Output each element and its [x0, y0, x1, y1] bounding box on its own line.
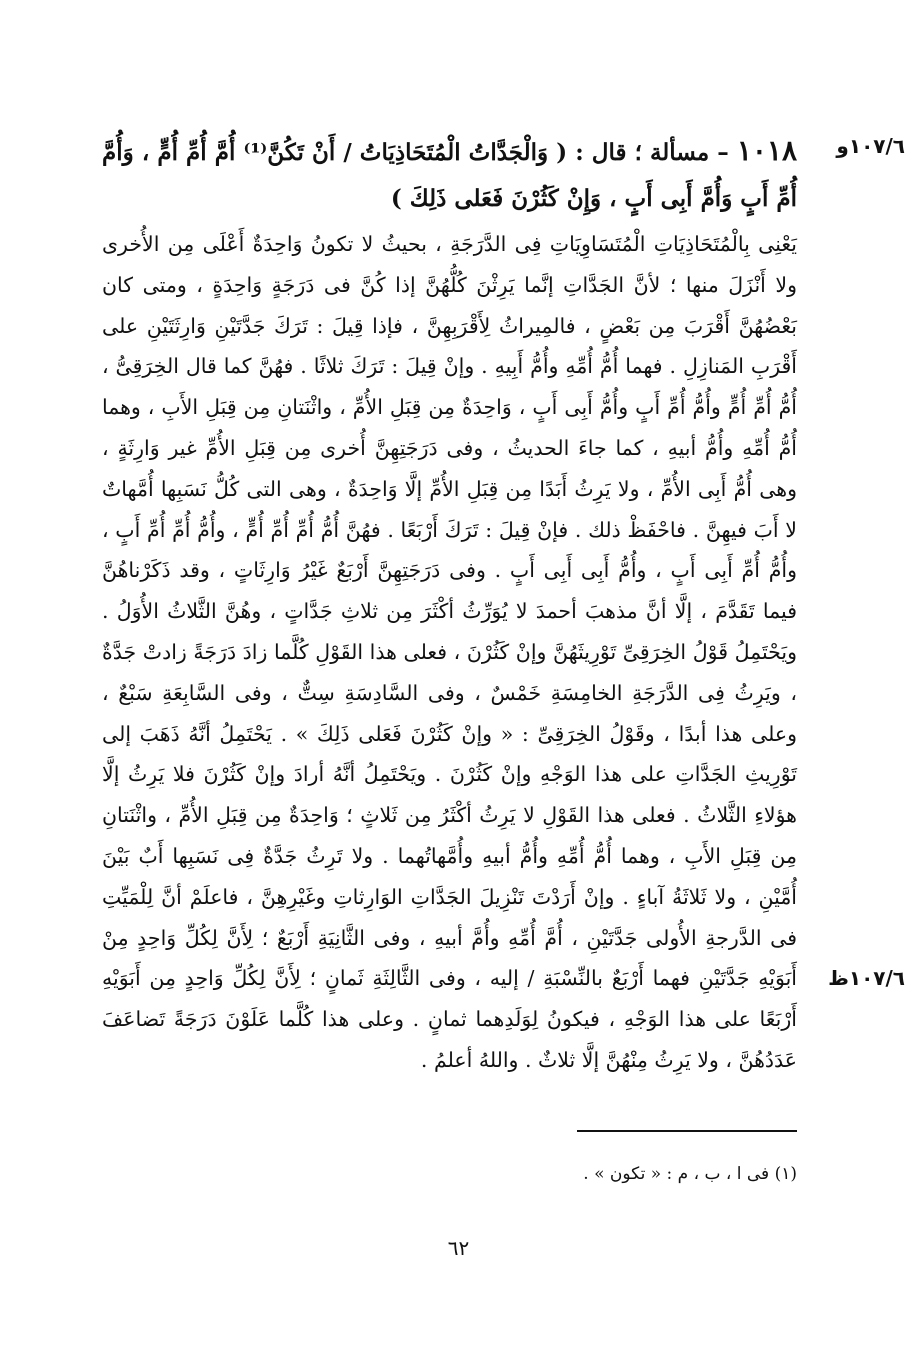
page-number: ٦٢ [447, 1236, 470, 1260]
footnote-divider [577, 1130, 797, 1132]
margin-folio-note-verso: ١٠٧/٦ظ [828, 966, 905, 990]
issue-heading [102, 128, 797, 222]
commentary-body [102, 224, 797, 1081]
footnote: (١) فى ا ، ب ، م : « تكون » . [583, 1164, 797, 1184]
commentary-paragraph: يَعْنِى بِالْمُتَحَاذِيَاتِ الْمُتَسَاوِيَاتِ فِى الدَّرَجَةِ ، بحيثُ لا تكونُ وَاحِدَةٌ أَعْلَى مِن الأُخرى ولا أَنْزَلَ منها ؛ لأنَّ الجَدَّاتِ إنَّما يَرِثْنَ كُلُّهُنَّ إذا كُنَّ فى دَرَجَةٍ وَاحِدَةٍ ، ومتى كان بَعْضُهُنَّ أَقْرَبَ مِن بَعْضٍ ، فالمِيراثُ لِأَقْرَبِهِنَّ ، فإذا قِيلَ : تَرَكَ جَدَّتَيْنِ وَارِثَتَيْنِ على أَقْرَبِ المَنازِلِ . فهما أُمُّ أُمِّهِ وأُمُّ أَبِيهِ . وإنْ قِيلَ : تَرَكَ ثلاثًا . فهُنَّ كما قال الخِرَقِىُّ ، أُمُّ أُمِّ أُمٍّ وأُمُّ أُمِّ أَبٍ وأُمُّ أَبِى أَبٍ ، وَاحِدَةٌ مِن قِبَلِ الأُمِّ ، واثْنَتانِ مِن قِبَلِ الأَبِ ، وهما أُمُّ أُمِّهِ وأُمُّ أبيهِ ، كما جاءَ الحديثُ ، وفى دَرَجَتِهِنَّ أُخرى مِن قِبَلِ الأُمِّ غير وَارِثَةٍ ، وهى أُمُّ أَبِى الأُمِّ ، ولا يَرِثُ أَبَدًا مِن قِبَلِ الأُمِّ إلَّا وَاحِدَةٌ ، وهى التى كُلُّ نَسَبِها أُمَّهاتٌ لا أَبَ فيهِنَّ . فاحْفَظْ ذلك . فإنْ قِيلَ : تَرَكَ أَرْبَعًا . فهُنَّ أُمُّ أُمِّ أُمِّ أُمٍّ ، وأُمُّ أُمِّ أُمِّ أَبٍ ، وأُمُّ أُمِّ أَبِى أَبٍ ، وأُمُّ أَبِى أَبِى أَبٍ . وفى دَرَجَتِهِنَّ أَرْبَعٌ غَيْرُ وَارِثَاتٍ ، وقد ذَكَرْناهُنَّ فيما تَقَدَّمَ ، إلَّا أنَّ مذهبَ أحمدَ لا يُوَرِّثُ أكْثَرَ مِن ثلاثِ جَدَّاتٍ ، وهُنَّ الثَّلاثُ الأُوَلُ . ويَحْتَمِلُ قَوْلُ الخِرَقِىِّ تَوْرِيثَهُنَّ وإنْ كَثُرْنَ ، فعلى هذا القَوْلِ كُلَّما زادَ دَرَجَةً زادتْ جَدَّةٌ ، ويَرِثُ فِى الدَّرَجَةِ الخامِسَةِ خَمْسٌ ، وفى السَّادِسَةِ سِتٌّ ، وفى السَّابِعَةِ سَبْعٌ ، وعلى هذا أبدًا ، وقَوْلُ الخِرَقِىِّ : « وإنْ كَثُرْنَ فَعَلى ذَلِكَ » . يَحْتَمِلُ أنَّهُ ذَهَبَ إلى تَوْرِيثِ الجَدَّاتِ على هذا الوَجْهِ وإنْ كَثُرْنَ . ويَحْتَمِلُ أنَّهُ أرادَ وإنْ كَثُرْنَ فلا يَرِثُ إلَّا هؤلاءِ الثَّلاثُ . فعلى هذا القَوْلِ لا يَرِثُ أكْثَرُ مِن ثَلاثٍ ؛ وَاحِدَةٌ مِن قِبَلِ الأُمِّ ، واثْنَتانِ مِن قِبَلِ الأَبِ ، وهما أُمُّ أُمِّهِ وأُمُّ أبيهِ وأُمَّهاتُهما . ولا تَرِثُ جَدَّةٌ فِى نَسَبِها أَبٌ بَيْنَ أُمَّيْنِ ، ولا ثَلاثَةُ آباءٍ . وإنْ أَرَدْتَ تَنْزِيلَ الجَدَّاتِ الوَارِثاتِ وغَيْرِهِنَّ ، فاعلَمْ أنَّ لِلْمَيِّتِ فى الدَّرجةِ الأُولى جَدَّتَيْنِ ، أُمَّ أُمِّهِ وأُمَّ أبيهِ ، وفى الثَّانِيَةِ أَرْبَعٌ ؛ لِأَنَّ لِكُلِّ وَاحِدٍ مِنْ أَبَوَيْهِ جَدَّتَيْنِ فهما أَرْبَعٌ بالنِّسْبَةِ / إليه ، وفى الثَّالِثَةِ ثَمانٍ ؛ لِأَنَّ لِكُلِّ وَاحِدٍ مِن أَبَوَيْهِ أَرْبَعًا على هذا الوَجْهِ ، فيكونُ لِوَلَدِهما ثمانٍ . وعلى هذا كُلَّما عَلَوْنَ دَرَجَةً تَضاعَفَ عَدَدُهُنَّ ، ولا يَرِثُ مِنْهُنَّ إلَّا ثلاثٌ . واللهُ أعلمُ . [102, 232, 797, 1072]
issue-number: ١٠١٨ [736, 134, 797, 167]
issue-heading-text: – مسألة ؛ قال : ( وَالْجَدَّاتُ الْمُتَحَاذِيَاتُ / أَنْ تَكُنَّ⁽¹⁾ أُمَّ أُمِّ أُمٍّ ، وَأُمَّ أُمِّ أَبٍ وَأُمَّ أَبِى أَبٍ ، وَإِنْ كَثُرْنَ فَعَلى ذَلِكَ ) [102, 139, 797, 212]
margin-folio-note-recto: ١٠٧/٦و [836, 134, 905, 158]
